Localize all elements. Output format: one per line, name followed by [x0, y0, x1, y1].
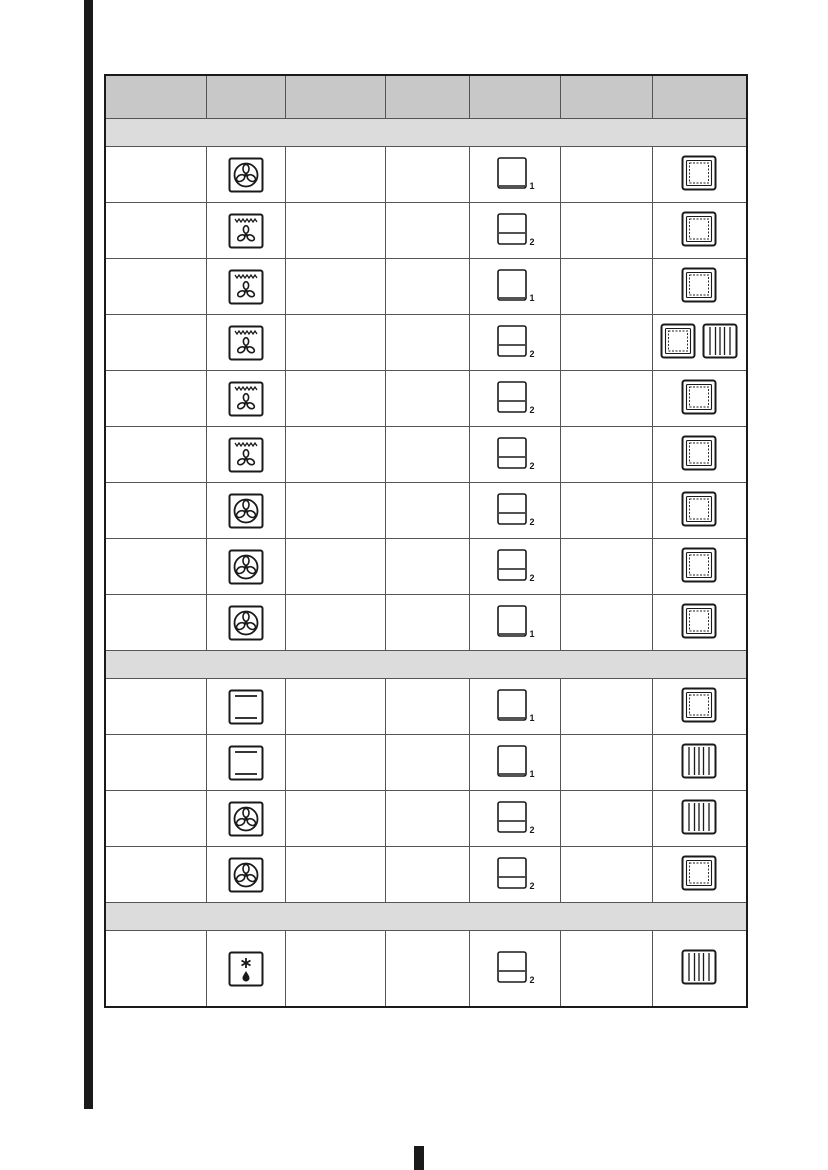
table-row [105, 371, 747, 427]
shelf-level-cell [469, 315, 560, 371]
mode-cell [206, 371, 285, 427]
fan-icon [207, 549, 285, 585]
header-cell [560, 75, 652, 119]
accessory-cell [652, 147, 747, 203]
mode-cell [206, 539, 285, 595]
food-cell [105, 427, 206, 483]
shelf-level-cell [469, 539, 560, 595]
header-cell [285, 75, 385, 119]
food-cell [105, 315, 206, 371]
shelf-level-number: 2 [529, 573, 535, 583]
shelf-level-icon [493, 491, 537, 527]
food-cell [105, 539, 206, 595]
notes-cell [560, 259, 652, 315]
temperature-cell [285, 147, 385, 203]
header-row [105, 75, 747, 119]
grid-icon [702, 323, 738, 359]
food-cell [105, 203, 206, 259]
mode-cell [206, 931, 285, 1008]
header-cell [385, 75, 469, 119]
fan-grill-icon [207, 269, 285, 305]
tray-icon [681, 855, 717, 891]
time-cell [385, 931, 469, 1008]
temperature-cell [285, 847, 385, 903]
time-cell [385, 679, 469, 735]
tray-icon [681, 155, 717, 191]
food-cell [105, 679, 206, 735]
accessory-cell [652, 539, 747, 595]
food-cell [105, 259, 206, 315]
header-cell [105, 75, 206, 119]
notes-cell [560, 147, 652, 203]
temperature-cell [285, 371, 385, 427]
grid-icon [681, 743, 717, 779]
temperature-cell [285, 931, 385, 1008]
mode-cell [206, 203, 285, 259]
time-cell [385, 427, 469, 483]
shelf-level-cell [469, 847, 560, 903]
section-title [105, 119, 747, 147]
notes-cell [560, 679, 652, 735]
shelf-level-icon [493, 547, 537, 583]
accessory-cell [652, 847, 747, 903]
shelf-level-number: 2 [529, 881, 535, 891]
shelf-level-number: 1 [529, 293, 535, 303]
section-title [105, 651, 747, 679]
shelf-level-icon [493, 949, 537, 985]
food-cell [105, 791, 206, 847]
mode-cell [206, 847, 285, 903]
temperature-cell [285, 203, 385, 259]
tray-icon [681, 267, 717, 303]
shelf-level-number: 1 [529, 713, 535, 723]
time-cell [385, 371, 469, 427]
table-row [105, 791, 747, 847]
food-cell [105, 147, 206, 203]
time-cell [385, 735, 469, 791]
fan-icon [207, 157, 285, 193]
table-row [105, 847, 747, 903]
shelf-level-number: 2 [529, 825, 535, 835]
tray-icon [681, 211, 717, 247]
shelf-level-cell [469, 147, 560, 203]
shelf-level-cell [469, 427, 560, 483]
table-row [105, 679, 747, 735]
time-cell [385, 595, 469, 651]
temperature-cell [285, 259, 385, 315]
mode-cell [206, 791, 285, 847]
time-cell [385, 791, 469, 847]
tray-icon [681, 435, 717, 471]
temperature-cell [285, 735, 385, 791]
tray-icon [681, 379, 717, 415]
fan-grill-icon [207, 213, 285, 249]
time-cell [385, 203, 469, 259]
food-cell [105, 735, 206, 791]
top-bottom-heat-icon [207, 745, 285, 781]
shelf-level-cell [469, 371, 560, 427]
mode-cell [206, 483, 285, 539]
temperature-cell [285, 427, 385, 483]
section-title [105, 903, 747, 931]
shelf-level-number: 2 [529, 237, 535, 247]
shelf-level-icon [493, 379, 537, 415]
notes-cell [560, 595, 652, 651]
notes-cell [560, 483, 652, 539]
top-bottom-heat-icon [207, 689, 285, 725]
fan-icon [207, 801, 285, 837]
accessory-cell [652, 259, 747, 315]
time-cell [385, 147, 469, 203]
time-cell [385, 847, 469, 903]
fan-grill-icon [207, 325, 285, 361]
shelf-level-icon [493, 855, 537, 891]
shelf-level-cell [469, 483, 560, 539]
time-cell [385, 315, 469, 371]
table-row [105, 735, 747, 791]
notes-cell [560, 791, 652, 847]
table-row [105, 595, 747, 651]
shelf-level-icon [493, 743, 537, 779]
section-row [105, 903, 747, 931]
accessory-cell [652, 735, 747, 791]
mode-cell [206, 735, 285, 791]
table-row [105, 259, 747, 315]
time-cell [385, 539, 469, 595]
shelf-level-icon [493, 267, 537, 303]
shelf-level-number: 1 [529, 629, 535, 639]
section-row [105, 119, 747, 147]
shelf-level-cell [469, 259, 560, 315]
shelf-level-cell [469, 791, 560, 847]
notes-cell [560, 847, 652, 903]
table-row [105, 931, 747, 1008]
shelf-level-cell [469, 735, 560, 791]
section-row [105, 651, 747, 679]
shelf-level-cell [469, 203, 560, 259]
mode-cell [206, 147, 285, 203]
table-row [105, 539, 747, 595]
mode-cell [206, 595, 285, 651]
defrost-icon [207, 951, 285, 987]
shelf-level-icon [493, 799, 537, 835]
notes-cell [560, 539, 652, 595]
shelf-level-number: 2 [529, 405, 535, 415]
table-row [105, 203, 747, 259]
food-cell [105, 847, 206, 903]
page-marker [414, 1146, 424, 1170]
notes-cell [560, 427, 652, 483]
temperature-cell [285, 539, 385, 595]
shelf-level-cell [469, 931, 560, 1008]
accessory-cell [652, 427, 747, 483]
shelf-level-icon [493, 687, 537, 723]
temperature-cell [285, 595, 385, 651]
temperature-cell [285, 483, 385, 539]
tray-icon [681, 491, 717, 527]
fan-icon [207, 605, 285, 641]
temperature-cell [285, 679, 385, 735]
notes-cell [560, 931, 652, 1008]
shelf-level-icon [493, 603, 537, 639]
shelf-level-number: 2 [529, 349, 535, 359]
table-row [105, 483, 747, 539]
tray-icon [681, 687, 717, 723]
table-row [105, 315, 747, 371]
fan-grill-icon [207, 437, 285, 473]
shelf-level-icon [493, 211, 537, 247]
food-cell [105, 595, 206, 651]
grid-icon [681, 799, 717, 835]
header-cell [469, 75, 560, 119]
fan-icon [207, 857, 285, 893]
accessory-cell [652, 679, 747, 735]
accessory-cell [652, 315, 747, 371]
notes-cell [560, 315, 652, 371]
mode-cell [206, 259, 285, 315]
notes-cell [560, 735, 652, 791]
shelf-level-icon [493, 435, 537, 471]
accessory-cell [652, 931, 747, 1008]
notes-cell [560, 203, 652, 259]
accessory-cell [652, 791, 747, 847]
tray-icon [660, 323, 696, 359]
shelf-level-cell [469, 595, 560, 651]
header-cell [206, 75, 285, 119]
accessory-cell [652, 203, 747, 259]
temperature-cell [285, 791, 385, 847]
food-cell [105, 931, 206, 1008]
tray-icon [681, 603, 717, 639]
margin-bar [84, 0, 93, 1109]
shelf-level-icon [493, 323, 537, 359]
time-cell [385, 259, 469, 315]
mode-cell [206, 315, 285, 371]
food-cell [105, 483, 206, 539]
fan-icon [207, 493, 285, 529]
fan-grill-icon [207, 381, 285, 417]
notes-cell [560, 371, 652, 427]
food-cell [105, 371, 206, 427]
accessory-cell [652, 595, 747, 651]
accessory-cell [652, 371, 747, 427]
header-cell [652, 75, 747, 119]
shelf-level-number: 1 [529, 769, 535, 779]
shelf-level-number: 1 [529, 181, 535, 191]
mode-cell [206, 679, 285, 735]
cooking-table [104, 74, 748, 1008]
grid-icon [681, 949, 717, 985]
shelf-level-cell [469, 679, 560, 735]
time-cell [385, 483, 469, 539]
shelf-level-number: 2 [529, 461, 535, 471]
shelf-level-icon [493, 155, 537, 191]
accessory-cell [652, 483, 747, 539]
table-row [105, 427, 747, 483]
shelf-level-number: 2 [529, 517, 535, 527]
mode-cell [206, 427, 285, 483]
table-row [105, 147, 747, 203]
tray-icon [681, 547, 717, 583]
temperature-cell [285, 315, 385, 371]
shelf-level-number: 2 [529, 975, 535, 985]
